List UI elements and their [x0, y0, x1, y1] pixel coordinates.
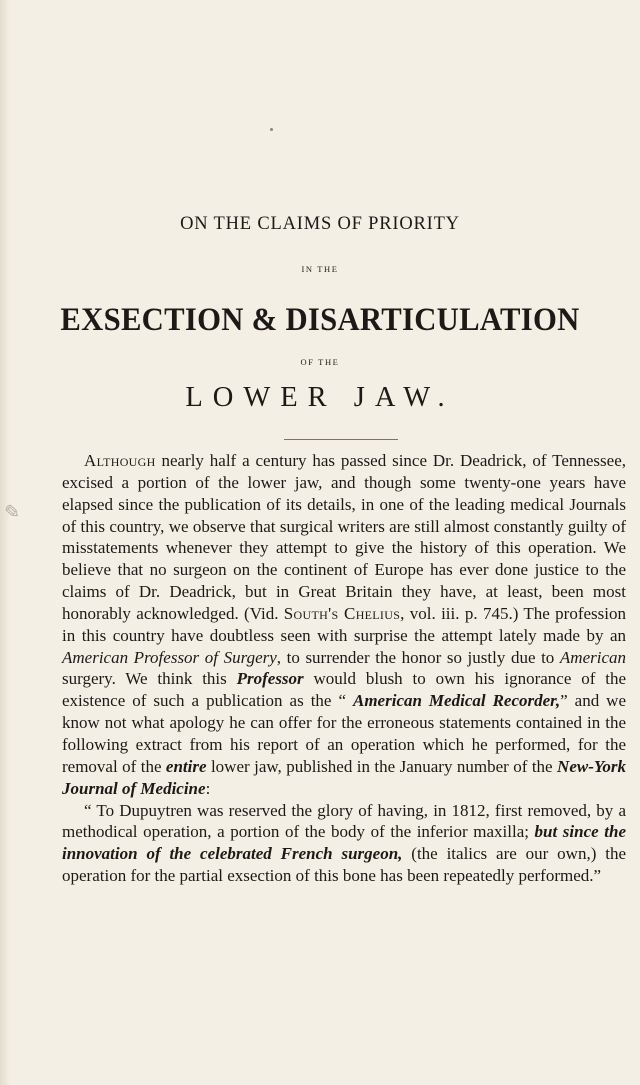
italic-run: Professor	[236, 669, 304, 689]
reference: South's Chelius	[283, 603, 401, 623]
italic-run: entire	[165, 756, 207, 776]
text-run: nearly half a century has passed since Dr. Deadrick, of Tennessee, excised a portion of the lower jaw, and though some twenty-one years have elapsed since the publication of its details, in one of the leading medical Journals of this country, we observe that surgical writers are still almost constantly guilty of misstatements whenever they attempt to give the history of this operation. We believe that no surgeon on the continent of Europe has ever done justice to the claims of Dr. Deadrick, but in Great Britain they have, at least, been most honorably acknowledged. (Vid.	[62, 451, 626, 623]
title-line-4: OF THE	[300, 357, 340, 367]
text-run: lower jaw, published in the January number of the	[206, 756, 558, 776]
text-run: “ To Dupuytren was reserved the glory of having, in 1812, first removed, by a methodical operation, a portion of the body of the inferior maxilla;	[62, 800, 626, 842]
title-main: EXSECTION & DISARTICULATION	[60, 302, 580, 338]
text-run: would blush to own his ignorance of the existence of such a publication as the “	[62, 669, 626, 711]
paragraph-1	[62, 450, 626, 800]
paragraph-2	[62, 800, 626, 887]
article-body	[62, 450, 626, 887]
text-run: , vol. iii. p. 745.) The profession in this country have doubtless seen with surprise the attempt lately made by an	[62, 603, 626, 645]
italic-run: American	[559, 647, 626, 667]
text-run: :	[205, 778, 211, 798]
page-edge	[0, 0, 10, 1085]
text-run: , to surrender the honor so justly due to	[276, 647, 560, 667]
title-line-2: IN THE	[301, 264, 339, 274]
text-run: surgery. We think this	[62, 669, 237, 689]
section-divider	[284, 439, 398, 440]
italic-run: New-York Journal of Medicine	[62, 756, 626, 798]
italic-run: American Medical Recorder,	[353, 691, 561, 711]
text-run: ” and we know not what apology he can offer for the erroneous statements contained in the following extract from his report of an operation which he performed, for the removal of the	[62, 691, 627, 776]
handwritten-margin-note: ✎	[0, 498, 22, 526]
title-line-5: LOWER JAW.	[185, 382, 455, 413]
text-run: (the italics are our own,) the operation for the partial exsection of this bone has been repeatedly performed.”	[62, 844, 626, 886]
foxing-spot	[270, 128, 273, 131]
title-line-1: ON THE CLAIMS OF PRIORITY	[180, 214, 460, 234]
lead-word: Although	[84, 451, 156, 470]
italic-run: American Professor of Surgery	[62, 647, 277, 667]
italic-run: but since the innovation of the celebrated French surgeon,	[62, 822, 626, 864]
